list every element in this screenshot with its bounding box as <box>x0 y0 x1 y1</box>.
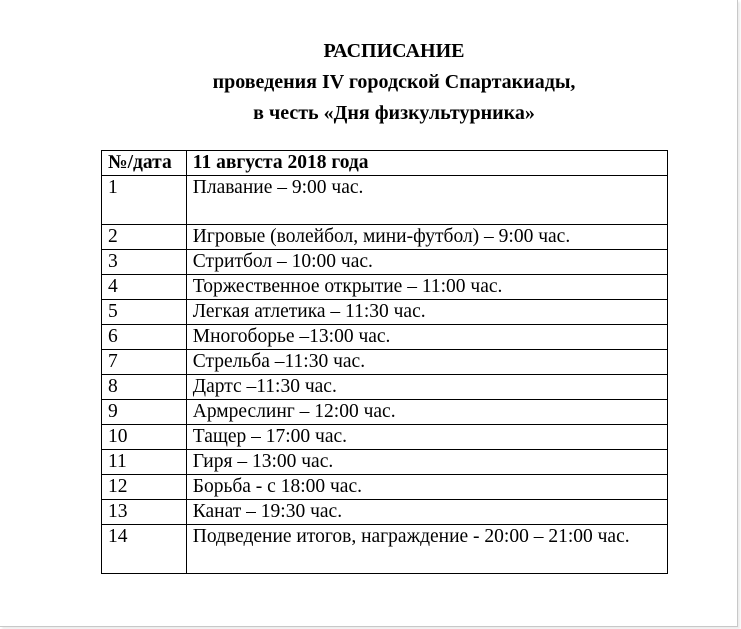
table-row <box>102 325 668 350</box>
header-number-date: №/дата <box>102 151 187 176</box>
table-row <box>102 400 668 425</box>
row-number: 10 <box>102 425 187 450</box>
row-number: 4 <box>102 275 187 300</box>
table-row <box>102 350 668 375</box>
row-event: Подведение итогов, награждение - 20:00 – 21:00 час. <box>186 525 667 574</box>
row-number: 14 <box>102 525 187 574</box>
row-number: 5 <box>102 300 187 325</box>
table-row <box>102 475 668 500</box>
row-event: Стрельба –11:30 час. <box>186 350 667 375</box>
table-row <box>102 176 668 225</box>
row-event: Многоборье –13:00 час. <box>186 325 667 350</box>
row-number: 1 <box>102 176 187 225</box>
table-row <box>102 225 668 250</box>
row-event: Канат – 19:30 час. <box>186 500 667 525</box>
table-row <box>102 300 668 325</box>
table-row <box>102 525 668 574</box>
row-number: 12 <box>102 475 187 500</box>
row-event: Дартс –11:30 час. <box>186 375 667 400</box>
header-event-date: 11 августа 2018 года <box>186 151 667 176</box>
row-event: Торжественное открытие – 11:00 час. <box>186 275 667 300</box>
row-number: 13 <box>102 500 187 525</box>
table-row <box>102 275 668 300</box>
table-row <box>102 500 668 525</box>
table-row <box>102 425 668 450</box>
row-number: 7 <box>102 350 187 375</box>
document-title <box>0 36 741 129</box>
title-subtitle-line-1: проведения IV городской Спартакиады, <box>212 71 576 93</box>
table-row <box>102 375 668 400</box>
row-event: Игровые (волейбол, мини-футбол) – 9:00 час. <box>186 225 667 250</box>
row-number: 9 <box>102 400 187 425</box>
row-event: Армреслинг – 12:00 час. <box>186 400 667 425</box>
row-event: Борьба - с 18:00 час. <box>186 475 667 500</box>
row-number: 6 <box>102 325 187 350</box>
row-event: Стритбол – 10:00 час. <box>186 250 667 275</box>
title-heading: РАСПИСАНИЕ <box>323 40 465 62</box>
table-row <box>102 250 668 275</box>
row-number: 2 <box>102 225 187 250</box>
row-event: Легкая атлетика – 11:30 час. <box>186 300 667 325</box>
row-number: 11 <box>102 450 187 475</box>
table-row <box>102 450 668 475</box>
row-event: Тащер – 17:00 час. <box>186 425 667 450</box>
row-event: Гиря – 13:00 час. <box>186 450 667 475</box>
title-subtitle-line-2: в честь «Дня физкультурника» <box>253 102 535 124</box>
row-number: 3 <box>102 250 187 275</box>
row-number: 8 <box>102 375 187 400</box>
table-header-row <box>102 151 668 176</box>
schedule-table <box>101 150 668 574</box>
row-event: Плавание – 9:00 час. <box>186 176 667 225</box>
